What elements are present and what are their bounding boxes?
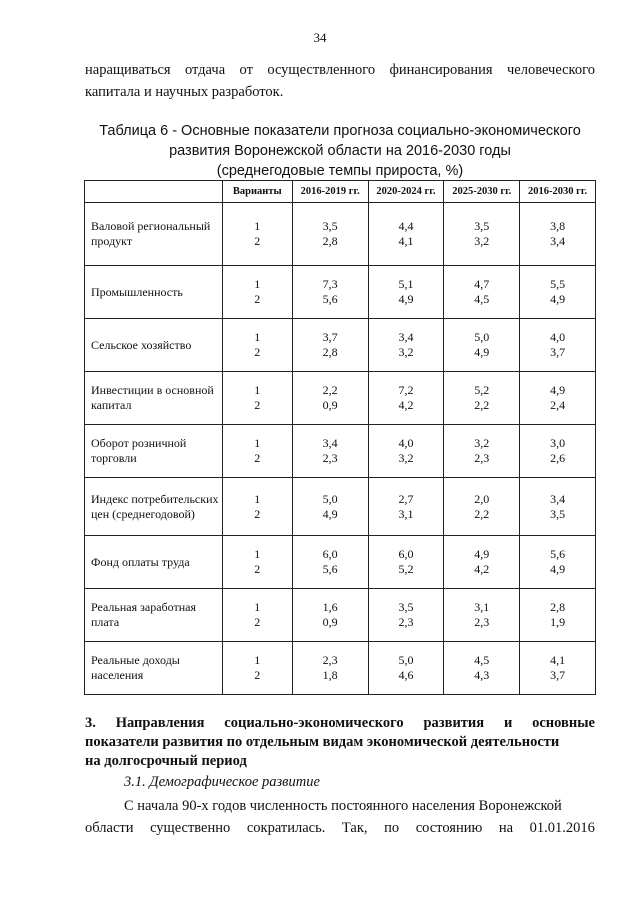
growth-value: 3,4 [550, 234, 566, 248]
variant-number: 2 [254, 506, 261, 521]
table-title-line: Таблица 6 - Основные показатели прогноза социально-экономического [99, 123, 581, 139]
variants-cell [222, 425, 292, 478]
growth-value: 2,8 [550, 600, 566, 614]
growth-value: 2,3 [322, 451, 338, 465]
growth-value: 3,4 [322, 436, 338, 450]
forecast-table [84, 180, 596, 695]
table-title-line: (среднегодовые темпы прироста, %) [216, 163, 464, 179]
section-heading-line-1 [85, 714, 595, 733]
value-cell [444, 372, 520, 425]
value-cell [444, 478, 520, 536]
growth-value: 3,0 [550, 436, 566, 450]
variant-number: 2 [254, 345, 261, 359]
value-cell [444, 536, 520, 589]
subsection-heading: 3.1. Демографическое развитие [124, 774, 320, 790]
growth-value: 2,2 [474, 506, 490, 521]
growth-value: 3,2 [474, 234, 490, 248]
value-cell [520, 372, 596, 425]
value-cell [292, 536, 368, 589]
growth-value: 4,6 [398, 668, 414, 682]
header-2016-2030: 2016-2030 гг. [520, 181, 596, 203]
variant-number: 1 [254, 436, 261, 450]
growth-value: 7,2 [398, 383, 414, 397]
intro-line-1 [85, 59, 595, 81]
variant-number: 2 [254, 562, 261, 576]
growth-value: 3,5 [474, 219, 490, 233]
growth-value: 2,4 [550, 398, 566, 412]
value-cell [520, 319, 596, 372]
indicator-cell: Валовой региональный продукт [85, 203, 223, 266]
growth-value: 5,5 [550, 277, 566, 291]
indicator-cell: Промышленность [85, 266, 223, 319]
table-body [85, 203, 596, 695]
indicator-cell: Инвестиции в основной капитал [85, 372, 223, 425]
body-line-1: С начала 90-х годов численность постоянного населения Воронежской [124, 798, 562, 814]
growth-value: 3,1 [398, 506, 414, 521]
growth-value: 4,0 [398, 436, 414, 450]
heading-word: развития [423, 715, 485, 731]
growth-value: 5,1 [398, 277, 414, 291]
growth-value: 2,2 [474, 398, 490, 412]
header-empty [85, 181, 223, 203]
growth-value: 4,3 [474, 668, 490, 682]
value-cell [292, 642, 368, 695]
variant-number: 2 [254, 615, 261, 629]
body-line-2 [85, 817, 595, 839]
value-cell [292, 203, 368, 266]
section-heading [85, 714, 595, 771]
table-title-line: развития Воронежской области на 2016-2030 годы [169, 143, 511, 159]
value-cell [444, 642, 520, 695]
growth-value: 5,6 [322, 292, 338, 306]
growth-value: 1,8 [322, 668, 338, 682]
growth-value: 1,9 [550, 615, 566, 629]
section-heading-line-2: показатели развития по отдельным видам экономической деятельности [85, 734, 560, 750]
value-cell [520, 589, 596, 642]
word: состоянию [415, 820, 483, 836]
growth-value: 2,8 [322, 234, 338, 248]
growth-value: 4,5 [474, 653, 490, 667]
growth-value: 3,1 [474, 600, 490, 614]
variants-cell [222, 642, 292, 695]
variant-number: 2 [254, 451, 261, 465]
value-cell [520, 266, 596, 319]
value-cell [292, 425, 368, 478]
heading-word: и [503, 715, 513, 731]
variant-number: 1 [254, 383, 261, 397]
value-cell [520, 642, 596, 695]
value-cell [520, 478, 596, 536]
body-paragraph [85, 795, 595, 839]
table-row [85, 203, 596, 266]
header-2025-2030: 2025-2030 гг. [444, 181, 520, 203]
growth-value: 5,0 [322, 491, 338, 506]
growth-value: 2,6 [550, 451, 566, 465]
growth-value: 1,6 [322, 600, 338, 614]
word: существенно [150, 820, 231, 836]
value-cell [368, 425, 444, 478]
growth-value: 3,5 [398, 600, 414, 614]
value-cell [444, 589, 520, 642]
word: на [498, 820, 514, 836]
value-cell [368, 642, 444, 695]
word: от [239, 62, 253, 78]
growth-value: 3,8 [550, 219, 566, 233]
variant-number: 1 [254, 330, 261, 344]
table-row [85, 425, 596, 478]
growth-value: 3,7 [322, 330, 338, 344]
variant-number: 2 [254, 292, 261, 306]
table-row [85, 319, 596, 372]
growth-value: 3,7 [550, 345, 566, 359]
value-cell [368, 203, 444, 266]
growth-value: 5,2 [398, 562, 414, 576]
variants-cell [222, 266, 292, 319]
growth-value: 2,2 [322, 383, 338, 397]
value-cell [368, 372, 444, 425]
growth-value: 5,0 [398, 653, 414, 667]
variant-number: 1 [254, 547, 261, 561]
page-number: 34 [313, 30, 327, 45]
growth-value: 4,0 [550, 330, 566, 344]
heading-word: 3. [85, 715, 96, 731]
value-cell [292, 319, 368, 372]
header-2020-2024: 2020-2024 гг. [368, 181, 444, 203]
indicator-cell: Индекс потребительских цен (среднегодовой) [85, 478, 223, 536]
growth-value: 3,2 [398, 345, 414, 359]
variant-number: 1 [254, 600, 261, 614]
word: области [85, 820, 134, 836]
variants-cell [222, 319, 292, 372]
growth-value: 4,4 [398, 219, 414, 233]
growth-value: 4,2 [398, 398, 414, 412]
word: человеческого [506, 62, 595, 78]
value-cell [368, 589, 444, 642]
growth-value: 4,9 [550, 562, 566, 576]
word: по [384, 820, 400, 836]
variant-number: 2 [254, 398, 261, 412]
heading-word: основные [532, 715, 595, 731]
growth-value: 4,9 [550, 292, 566, 306]
value-cell [444, 266, 520, 319]
table-row [85, 372, 596, 425]
word: финансирования [389, 62, 493, 78]
word: 01.01.2016 [529, 820, 595, 836]
variant-number: 1 [254, 491, 261, 506]
value-cell [368, 319, 444, 372]
variant-number: 2 [254, 234, 261, 248]
indicator-cell: Фонд оплаты труда [85, 536, 223, 589]
word: осуществленного [267, 62, 376, 78]
growth-value: 0,9 [322, 398, 338, 412]
indicator-cell: Реальные доходы населения [85, 642, 223, 695]
intro-line-2: капитала и научных разработок. [85, 84, 284, 100]
growth-value: 4,9 [474, 547, 490, 561]
growth-value: 6,0 [322, 547, 338, 561]
value-cell [368, 478, 444, 536]
value-cell [520, 425, 596, 478]
growth-value: 5,6 [550, 547, 566, 561]
table-row [85, 478, 596, 536]
growth-value: 2,3 [474, 451, 490, 465]
growth-value: 4,9 [322, 506, 338, 521]
variant-number: 1 [254, 219, 261, 233]
heading-word: Направления [115, 715, 205, 731]
growth-value: 4,9 [474, 345, 490, 359]
growth-value: 0,9 [322, 615, 338, 629]
word: сократилась. [246, 820, 326, 836]
section-heading-line-3: на долгосрочный период [85, 753, 247, 769]
header-variants: Варианты [222, 181, 292, 203]
growth-value: 4,5 [474, 292, 490, 306]
value-cell [444, 319, 520, 372]
growth-value: 3,4 [398, 330, 414, 344]
value-cell [292, 266, 368, 319]
growth-value: 4,1 [398, 234, 414, 248]
growth-value: 2,0 [474, 491, 490, 506]
growth-value: 2,3 [322, 653, 338, 667]
value-cell [292, 372, 368, 425]
value-cell [520, 203, 596, 266]
table-row [85, 589, 596, 642]
word: наращиваться [85, 62, 171, 78]
header-2016-2019: 2016-2019 гг. [292, 181, 368, 203]
value-cell [368, 266, 444, 319]
growth-value: 3,5 [322, 219, 338, 233]
growth-value: 5,2 [474, 383, 490, 397]
variant-number: 1 [254, 653, 261, 667]
table-title [85, 121, 595, 181]
word: отдача [184, 62, 226, 78]
table-row [85, 536, 596, 589]
variants-cell [222, 589, 292, 642]
variants-cell [222, 536, 292, 589]
growth-value: 3,5 [550, 506, 566, 521]
growth-value: 5,6 [322, 562, 338, 576]
growth-value: 3,7 [550, 668, 566, 682]
indicator-cell: Оборот розничной торговли [85, 425, 223, 478]
intro-paragraph [85, 59, 595, 103]
growth-value: 4,2 [474, 562, 490, 576]
growth-value: 4,9 [550, 383, 566, 397]
growth-value: 2,3 [398, 615, 414, 629]
value-cell [292, 478, 368, 536]
table-row [85, 266, 596, 319]
table-header-row [85, 181, 596, 203]
table-row [85, 642, 596, 695]
value-cell [368, 536, 444, 589]
indicator-cell: Реальная заработная плата [85, 589, 223, 642]
variant-number: 1 [254, 277, 261, 291]
growth-value: 3,2 [474, 436, 490, 450]
value-cell [444, 203, 520, 266]
variants-cell [222, 203, 292, 266]
growth-value: 7,3 [322, 277, 338, 291]
value-cell [292, 589, 368, 642]
growth-value: 5,0 [474, 330, 490, 344]
heading-word: социально-экономического [224, 715, 404, 731]
variant-number: 2 [254, 668, 261, 682]
growth-value: 3,2 [398, 451, 414, 465]
indicator-cell: Сельское хозяйство [85, 319, 223, 372]
variants-cell [222, 478, 292, 536]
growth-value: 2,7 [398, 491, 414, 506]
growth-value: 6,0 [398, 547, 414, 561]
word: Так, [341, 820, 368, 836]
value-cell [444, 425, 520, 478]
value-cell [520, 536, 596, 589]
growth-value: 4,7 [474, 277, 490, 291]
growth-value: 4,9 [398, 292, 414, 306]
growth-value: 2,3 [474, 615, 490, 629]
growth-value: 4,1 [550, 653, 566, 667]
variants-cell [222, 372, 292, 425]
growth-value: 2,8 [322, 345, 338, 359]
growth-value: 3,4 [550, 491, 566, 506]
